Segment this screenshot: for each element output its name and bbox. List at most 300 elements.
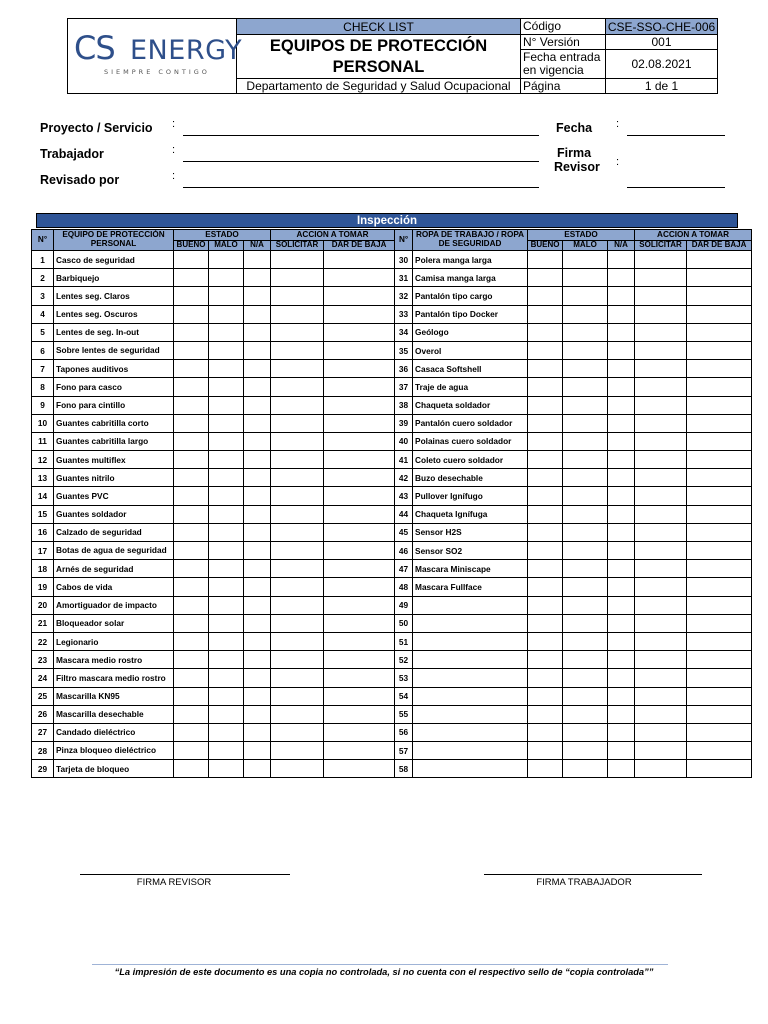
- item-name: Bloqueador solar: [54, 614, 174, 632]
- solicitar-checkbox[interactable]: [635, 451, 687, 469]
- malo-checkbox[interactable]: [563, 451, 608, 469]
- dar-baja-checkbox[interactable]: [324, 287, 395, 305]
- malo-checkbox[interactable]: [563, 287, 608, 305]
- solicitar-checkbox[interactable]: [271, 378, 324, 396]
- solicitar-checkbox[interactable]: [635, 469, 687, 487]
- dar-baja-checkbox[interactable]: [324, 614, 395, 632]
- na-checkbox[interactable]: [244, 505, 271, 523]
- malo-checkbox[interactable]: [563, 360, 608, 378]
- bueno-checkbox[interactable]: [528, 341, 563, 359]
- dar-baja-checkbox[interactable]: [687, 578, 752, 596]
- na-checkbox[interactable]: [244, 596, 271, 614]
- na-checkbox[interactable]: [608, 269, 635, 287]
- dar-baja-checkbox[interactable]: [324, 432, 395, 450]
- dar-baja-checkbox[interactable]: [324, 523, 395, 541]
- solicitar-checkbox[interactable]: [635, 360, 687, 378]
- solicitar-checkbox[interactable]: [635, 251, 687, 269]
- malo-checkbox[interactable]: [563, 614, 608, 632]
- bueno-checkbox[interactable]: [528, 487, 563, 505]
- na-checkbox[interactable]: [608, 578, 635, 596]
- solicitar-checkbox[interactable]: [271, 651, 324, 669]
- na-checkbox[interactable]: [244, 432, 271, 450]
- solicitar-checkbox[interactable]: [271, 451, 324, 469]
- bueno-checkbox[interactable]: [528, 378, 563, 396]
- malo-checkbox[interactable]: [209, 505, 244, 523]
- bueno-checkbox[interactable]: [528, 614, 563, 632]
- malo-checkbox[interactable]: [563, 742, 608, 760]
- dar-baja-checkbox[interactable]: [324, 669, 395, 687]
- dar-baja-checkbox[interactable]: [324, 760, 395, 778]
- na-checkbox[interactable]: [244, 360, 271, 378]
- malo-checkbox[interactable]: [209, 651, 244, 669]
- malo-checkbox[interactable]: [209, 760, 244, 778]
- na-checkbox[interactable]: [608, 487, 635, 505]
- dar-baja-checkbox[interactable]: [687, 360, 752, 378]
- dar-baja-checkbox[interactable]: [687, 305, 752, 323]
- bueno-checkbox[interactable]: [528, 414, 563, 432]
- malo-checkbox[interactable]: [563, 323, 608, 341]
- bueno-checkbox[interactable]: [528, 451, 563, 469]
- solicitar-checkbox[interactable]: [635, 760, 687, 778]
- solicitar-checkbox[interactable]: [271, 360, 324, 378]
- solicitar-checkbox[interactable]: [635, 651, 687, 669]
- solicitar-checkbox[interactable]: [271, 705, 324, 723]
- malo-checkbox[interactable]: [563, 269, 608, 287]
- solicitar-checkbox[interactable]: [635, 378, 687, 396]
- solicitar-checkbox[interactable]: [271, 542, 324, 560]
- malo-checkbox[interactable]: [209, 723, 244, 741]
- solicitar-checkbox[interactable]: [271, 505, 324, 523]
- dar-baja-checkbox[interactable]: [687, 396, 752, 414]
- na-checkbox[interactable]: [244, 487, 271, 505]
- malo-checkbox[interactable]: [209, 305, 244, 323]
- dar-baja-checkbox[interactable]: [324, 487, 395, 505]
- bueno-checkbox[interactable]: [174, 341, 209, 359]
- revisado-field[interactable]: [183, 187, 539, 188]
- bueno-checkbox[interactable]: [528, 760, 563, 778]
- dar-baja-checkbox[interactable]: [324, 251, 395, 269]
- na-checkbox[interactable]: [608, 542, 635, 560]
- na-checkbox[interactable]: [608, 669, 635, 687]
- malo-checkbox[interactable]: [563, 523, 608, 541]
- dar-baja-checkbox[interactable]: [687, 705, 752, 723]
- dar-baja-checkbox[interactable]: [687, 469, 752, 487]
- dar-baja-checkbox[interactable]: [324, 651, 395, 669]
- malo-checkbox[interactable]: [209, 251, 244, 269]
- dar-baja-checkbox[interactable]: [324, 360, 395, 378]
- bueno-checkbox[interactable]: [174, 669, 209, 687]
- bueno-checkbox[interactable]: [528, 251, 563, 269]
- bueno-checkbox[interactable]: [174, 632, 209, 650]
- malo-checkbox[interactable]: [209, 687, 244, 705]
- malo-checkbox[interactable]: [209, 614, 244, 632]
- solicitar-checkbox[interactable]: [271, 469, 324, 487]
- dar-baja-checkbox[interactable]: [687, 742, 752, 760]
- solicitar-checkbox[interactable]: [271, 269, 324, 287]
- malo-checkbox[interactable]: [563, 432, 608, 450]
- dar-baja-checkbox[interactable]: [687, 760, 752, 778]
- solicitar-checkbox[interactable]: [635, 505, 687, 523]
- na-checkbox[interactable]: [608, 523, 635, 541]
- dar-baja-checkbox[interactable]: [324, 505, 395, 523]
- na-checkbox[interactable]: [608, 723, 635, 741]
- na-checkbox[interactable]: [608, 651, 635, 669]
- malo-checkbox[interactable]: [563, 251, 608, 269]
- bueno-checkbox[interactable]: [528, 560, 563, 578]
- bueno-checkbox[interactable]: [174, 269, 209, 287]
- na-checkbox[interactable]: [244, 396, 271, 414]
- bueno-checkbox[interactable]: [174, 451, 209, 469]
- firma-trabajador-line[interactable]: [484, 874, 702, 875]
- dar-baja-checkbox[interactable]: [324, 414, 395, 432]
- solicitar-checkbox[interactable]: [271, 414, 324, 432]
- proyecto-field[interactable]: [183, 135, 539, 136]
- malo-checkbox[interactable]: [563, 578, 608, 596]
- dar-baja-checkbox[interactable]: [324, 705, 395, 723]
- bueno-checkbox[interactable]: [528, 269, 563, 287]
- solicitar-checkbox[interactable]: [271, 323, 324, 341]
- malo-checkbox[interactable]: [563, 396, 608, 414]
- malo-checkbox[interactable]: [209, 560, 244, 578]
- na-checkbox[interactable]: [244, 469, 271, 487]
- dar-baja-checkbox[interactable]: [687, 323, 752, 341]
- solicitar-checkbox[interactable]: [271, 614, 324, 632]
- na-checkbox[interactable]: [244, 614, 271, 632]
- bueno-checkbox[interactable]: [174, 687, 209, 705]
- na-checkbox[interactable]: [608, 705, 635, 723]
- solicitar-checkbox[interactable]: [635, 269, 687, 287]
- na-checkbox[interactable]: [244, 323, 271, 341]
- malo-checkbox[interactable]: [209, 487, 244, 505]
- na-checkbox[interactable]: [608, 687, 635, 705]
- solicitar-checkbox[interactable]: [271, 432, 324, 450]
- bueno-checkbox[interactable]: [174, 614, 209, 632]
- solicitar-checkbox[interactable]: [635, 614, 687, 632]
- malo-checkbox[interactable]: [563, 669, 608, 687]
- na-checkbox[interactable]: [244, 560, 271, 578]
- solicitar-checkbox[interactable]: [271, 723, 324, 741]
- dar-baja-checkbox[interactable]: [324, 742, 395, 760]
- solicitar-checkbox[interactable]: [271, 742, 324, 760]
- malo-checkbox[interactable]: [563, 378, 608, 396]
- solicitar-checkbox[interactable]: [635, 632, 687, 650]
- dar-baja-checkbox[interactable]: [687, 251, 752, 269]
- bueno-checkbox[interactable]: [174, 760, 209, 778]
- bueno-checkbox[interactable]: [528, 651, 563, 669]
- solicitar-checkbox[interactable]: [635, 742, 687, 760]
- na-checkbox[interactable]: [244, 414, 271, 432]
- dar-baja-checkbox[interactable]: [687, 723, 752, 741]
- na-checkbox[interactable]: [244, 542, 271, 560]
- solicitar-checkbox[interactable]: [271, 396, 324, 414]
- na-checkbox[interactable]: [608, 341, 635, 359]
- dar-baja-checkbox[interactable]: [324, 542, 395, 560]
- dar-baja-checkbox[interactable]: [687, 378, 752, 396]
- malo-checkbox[interactable]: [563, 760, 608, 778]
- bueno-checkbox[interactable]: [174, 469, 209, 487]
- na-checkbox[interactable]: [244, 742, 271, 760]
- bueno-checkbox[interactable]: [528, 705, 563, 723]
- solicitar-checkbox[interactable]: [635, 523, 687, 541]
- dar-baja-checkbox[interactable]: [324, 396, 395, 414]
- bueno-checkbox[interactable]: [174, 251, 209, 269]
- solicitar-checkbox[interactable]: [635, 287, 687, 305]
- solicitar-checkbox[interactable]: [635, 323, 687, 341]
- malo-checkbox[interactable]: [209, 705, 244, 723]
- solicitar-checkbox[interactable]: [271, 687, 324, 705]
- bueno-checkbox[interactable]: [528, 323, 563, 341]
- bueno-checkbox[interactable]: [528, 505, 563, 523]
- dar-baja-checkbox[interactable]: [687, 287, 752, 305]
- bueno-checkbox[interactable]: [174, 505, 209, 523]
- dar-baja-checkbox[interactable]: [324, 687, 395, 705]
- trabajador-field[interactable]: [183, 161, 539, 162]
- bueno-checkbox[interactable]: [528, 578, 563, 596]
- na-checkbox[interactable]: [608, 360, 635, 378]
- dar-baja-checkbox[interactable]: [687, 505, 752, 523]
- solicitar-checkbox[interactable]: [635, 396, 687, 414]
- na-checkbox[interactable]: [244, 305, 271, 323]
- bueno-checkbox[interactable]: [174, 432, 209, 450]
- bueno-checkbox[interactable]: [174, 487, 209, 505]
- dar-baja-checkbox[interactable]: [687, 651, 752, 669]
- firma-revisor-line[interactable]: [80, 874, 290, 875]
- na-checkbox[interactable]: [608, 287, 635, 305]
- na-checkbox[interactable]: [244, 251, 271, 269]
- bueno-checkbox[interactable]: [174, 523, 209, 541]
- bueno-checkbox[interactable]: [174, 723, 209, 741]
- malo-checkbox[interactable]: [563, 632, 608, 650]
- na-checkbox[interactable]: [244, 578, 271, 596]
- dar-baja-checkbox[interactable]: [687, 669, 752, 687]
- malo-checkbox[interactable]: [209, 378, 244, 396]
- dar-baja-checkbox[interactable]: [687, 542, 752, 560]
- malo-checkbox[interactable]: [563, 469, 608, 487]
- solicitar-checkbox[interactable]: [271, 523, 324, 541]
- solicitar-checkbox[interactable]: [271, 596, 324, 614]
- na-checkbox[interactable]: [244, 378, 271, 396]
- na-checkbox[interactable]: [608, 414, 635, 432]
- na-checkbox[interactable]: [608, 760, 635, 778]
- solicitar-checkbox[interactable]: [271, 669, 324, 687]
- solicitar-checkbox[interactable]: [271, 578, 324, 596]
- na-checkbox[interactable]: [244, 705, 271, 723]
- bueno-checkbox[interactable]: [174, 578, 209, 596]
- na-checkbox[interactable]: [608, 323, 635, 341]
- dar-baja-checkbox[interactable]: [324, 560, 395, 578]
- solicitar-checkbox[interactable]: [271, 341, 324, 359]
- na-checkbox[interactable]: [244, 687, 271, 705]
- solicitar-checkbox[interactable]: [635, 432, 687, 450]
- na-checkbox[interactable]: [608, 614, 635, 632]
- malo-checkbox[interactable]: [209, 432, 244, 450]
- bueno-checkbox[interactable]: [174, 705, 209, 723]
- solicitar-checkbox[interactable]: [635, 414, 687, 432]
- bueno-checkbox[interactable]: [174, 596, 209, 614]
- na-checkbox[interactable]: [608, 505, 635, 523]
- malo-checkbox[interactable]: [563, 651, 608, 669]
- na-checkbox[interactable]: [244, 341, 271, 359]
- bueno-checkbox[interactable]: [528, 523, 563, 541]
- malo-checkbox[interactable]: [209, 414, 244, 432]
- malo-checkbox[interactable]: [209, 542, 244, 560]
- na-checkbox[interactable]: [244, 651, 271, 669]
- na-checkbox[interactable]: [244, 287, 271, 305]
- na-checkbox[interactable]: [244, 451, 271, 469]
- dar-baja-checkbox[interactable]: [324, 305, 395, 323]
- na-checkbox[interactable]: [608, 251, 635, 269]
- firma-revisor-field[interactable]: [627, 187, 725, 188]
- bueno-checkbox[interactable]: [528, 742, 563, 760]
- bueno-checkbox[interactable]: [174, 542, 209, 560]
- na-checkbox[interactable]: [608, 560, 635, 578]
- bueno-checkbox[interactable]: [174, 396, 209, 414]
- malo-checkbox[interactable]: [209, 396, 244, 414]
- bueno-checkbox[interactable]: [174, 560, 209, 578]
- solicitar-checkbox[interactable]: [271, 632, 324, 650]
- malo-checkbox[interactable]: [209, 287, 244, 305]
- bueno-checkbox[interactable]: [528, 542, 563, 560]
- malo-checkbox[interactable]: [563, 505, 608, 523]
- item-number: 17: [32, 542, 54, 560]
- bueno-checkbox[interactable]: [174, 305, 209, 323]
- bueno-checkbox[interactable]: [174, 742, 209, 760]
- bueno-checkbox[interactable]: [174, 414, 209, 432]
- solicitar-checkbox[interactable]: [635, 560, 687, 578]
- na-checkbox[interactable]: [244, 269, 271, 287]
- dar-baja-checkbox[interactable]: [687, 487, 752, 505]
- solicitar-checkbox[interactable]: [271, 487, 324, 505]
- dar-baja-checkbox[interactable]: [687, 451, 752, 469]
- table-row: [32, 487, 752, 505]
- dar-baja-checkbox[interactable]: [687, 560, 752, 578]
- bueno-checkbox[interactable]: [528, 687, 563, 705]
- dar-baja-checkbox[interactable]: [687, 596, 752, 614]
- malo-checkbox[interactable]: [563, 560, 608, 578]
- malo-checkbox[interactable]: [209, 341, 244, 359]
- dar-baja-checkbox[interactable]: [687, 341, 752, 359]
- na-checkbox[interactable]: [608, 396, 635, 414]
- dar-baja-checkbox[interactable]: [324, 596, 395, 614]
- na-checkbox[interactable]: [244, 523, 271, 541]
- malo-checkbox[interactable]: [563, 596, 608, 614]
- bueno-checkbox[interactable]: [528, 723, 563, 741]
- dar-baja-checkbox[interactable]: [324, 451, 395, 469]
- na-checkbox[interactable]: [608, 632, 635, 650]
- solicitar-checkbox[interactable]: [271, 251, 324, 269]
- bueno-checkbox[interactable]: [174, 323, 209, 341]
- na-checkbox[interactable]: [608, 378, 635, 396]
- dar-baja-checkbox[interactable]: [324, 723, 395, 741]
- malo-checkbox[interactable]: [209, 269, 244, 287]
- dar-baja-checkbox[interactable]: [687, 614, 752, 632]
- dar-baja-checkbox[interactable]: [687, 687, 752, 705]
- solicitar-checkbox[interactable]: [271, 760, 324, 778]
- dar-baja-checkbox[interactable]: [324, 378, 395, 396]
- na-checkbox[interactable]: [244, 669, 271, 687]
- na-checkbox[interactable]: [608, 451, 635, 469]
- solicitar-checkbox[interactable]: [635, 487, 687, 505]
- na-checkbox[interactable]: [244, 723, 271, 741]
- na-checkbox[interactable]: [244, 632, 271, 650]
- solicitar-checkbox[interactable]: [271, 305, 324, 323]
- fecha-field[interactable]: [627, 135, 725, 136]
- dar-baja-checkbox[interactable]: [324, 632, 395, 650]
- solicitar-checkbox[interactable]: [635, 687, 687, 705]
- bueno-checkbox[interactable]: [528, 396, 563, 414]
- bueno-checkbox[interactable]: [528, 287, 563, 305]
- dar-baja-checkbox[interactable]: [687, 414, 752, 432]
- solicitar-checkbox[interactable]: [271, 560, 324, 578]
- solicitar-checkbox[interactable]: [635, 305, 687, 323]
- dar-baja-checkbox[interactable]: [324, 269, 395, 287]
- malo-checkbox[interactable]: [209, 742, 244, 760]
- na-checkbox[interactable]: [608, 305, 635, 323]
- malo-checkbox[interactable]: [209, 360, 244, 378]
- malo-checkbox[interactable]: [563, 542, 608, 560]
- dar-baja-checkbox[interactable]: [324, 578, 395, 596]
- bueno-checkbox[interactable]: [528, 596, 563, 614]
- malo-checkbox[interactable]: [563, 705, 608, 723]
- bueno-checkbox[interactable]: [528, 669, 563, 687]
- na-checkbox[interactable]: [608, 432, 635, 450]
- bueno-checkbox[interactable]: [528, 432, 563, 450]
- bueno-checkbox[interactable]: [528, 469, 563, 487]
- bueno-checkbox[interactable]: [174, 287, 209, 305]
- solicitar-checkbox[interactable]: [635, 669, 687, 687]
- bueno-checkbox[interactable]: [528, 360, 563, 378]
- dar-baja-checkbox[interactable]: [687, 269, 752, 287]
- solicitar-checkbox[interactable]: [635, 578, 687, 596]
- malo-checkbox[interactable]: [209, 451, 244, 469]
- solicitar-checkbox[interactable]: [635, 341, 687, 359]
- na-checkbox[interactable]: [608, 596, 635, 614]
- malo-checkbox[interactable]: [563, 687, 608, 705]
- malo-checkbox[interactable]: [209, 669, 244, 687]
- solicitar-checkbox[interactable]: [635, 723, 687, 741]
- solicitar-checkbox[interactable]: [635, 596, 687, 614]
- bueno-checkbox[interactable]: [174, 378, 209, 396]
- bueno-checkbox[interactable]: [528, 305, 563, 323]
- bueno-checkbox[interactable]: [174, 360, 209, 378]
- dar-baja-checkbox[interactable]: [324, 323, 395, 341]
- na-checkbox[interactable]: [608, 742, 635, 760]
- malo-checkbox[interactable]: [209, 596, 244, 614]
- malo-checkbox[interactable]: [209, 323, 244, 341]
- bueno-checkbox[interactable]: [528, 632, 563, 650]
- malo-checkbox[interactable]: [209, 578, 244, 596]
- malo-checkbox[interactable]: [563, 341, 608, 359]
- na-checkbox[interactable]: [244, 760, 271, 778]
- dar-baja-checkbox[interactable]: [324, 341, 395, 359]
- malo-checkbox[interactable]: [209, 523, 244, 541]
- malo-checkbox[interactable]: [563, 487, 608, 505]
- dar-baja-checkbox[interactable]: [687, 432, 752, 450]
- bueno-checkbox[interactable]: [174, 651, 209, 669]
- malo-checkbox[interactable]: [563, 723, 608, 741]
- malo-checkbox[interactable]: [209, 632, 244, 650]
- dar-baja-checkbox[interactable]: [324, 469, 395, 487]
- solicitar-checkbox[interactable]: [635, 542, 687, 560]
- dar-baja-checkbox[interactable]: [687, 523, 752, 541]
- solicitar-checkbox[interactable]: [635, 705, 687, 723]
- malo-checkbox[interactable]: [209, 469, 244, 487]
- solicitar-checkbox[interactable]: [271, 287, 324, 305]
- na-checkbox[interactable]: [608, 469, 635, 487]
- malo-checkbox[interactable]: [563, 305, 608, 323]
- dar-baja-checkbox[interactable]: [687, 632, 752, 650]
- malo-checkbox[interactable]: [563, 414, 608, 432]
